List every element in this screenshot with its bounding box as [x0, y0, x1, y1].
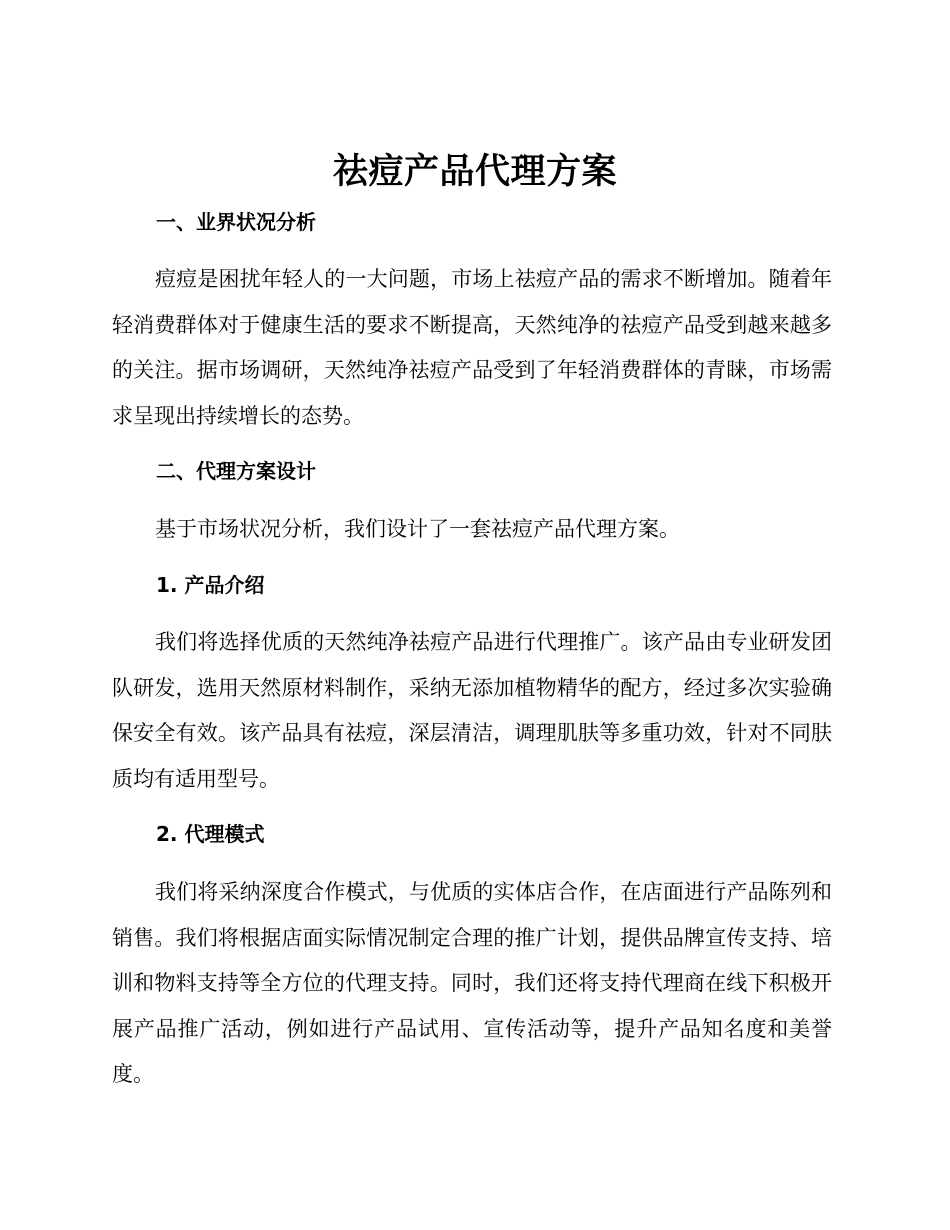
paragraph-industry-analysis: 痘痘是困扰年轻人的一大问题，市场上祛痘产品的需求不断增加。随着年轻消费群体对于健康生活的要求不断提高，天然纯净的祛痘产品受到越来越多的关注。据市场调研，天然纯净祛痘产品受到了年轻消费群体的青睐，市场需求呈现出持续增长的态势。	[112, 267, 832, 428]
paragraph-product-intro: 我们将选择优质的天然纯净祛痘产品进行代理推广。该产品由专业研发团队研发，选用天然原材料制作，采纳无添加植物精华的配方，经过多次实验确保安全有效。该产品具有祛痘，深层清洁，调理肌肤等多重功效，针对不同肤质均有适用型号。	[112, 630, 832, 791]
paragraph-agency-model: 我们将采纳深度合作模式，与优质的实体店合作，在店面进行产品陈列和销售。我们将根据店面实际情况制定合理的推广计划，提供品牌宣传支持、培训和物料支持等全方位的代理支持。同时，我们还将支持代理商在线下积极开展产品推广活动，例如进行产品试用、宣传活动等，提升产品知名度和美誉度。	[112, 880, 832, 1086]
section-heading-industry-analysis: 一、业界状况分析	[156, 210, 316, 234]
document-title: 祛痘产品代理方案	[332, 152, 617, 192]
section-heading-product-intro: 1. 产品介绍	[156, 573, 265, 597]
paragraph-agency-plan: 基于市场状况分析，我们设计了一套祛痘产品代理方案。	[155, 517, 680, 541]
section-heading-agency-plan: 二、代理方案设计	[156, 459, 316, 483]
section-heading-agency-model: 2. 代理模式	[156, 822, 265, 846]
